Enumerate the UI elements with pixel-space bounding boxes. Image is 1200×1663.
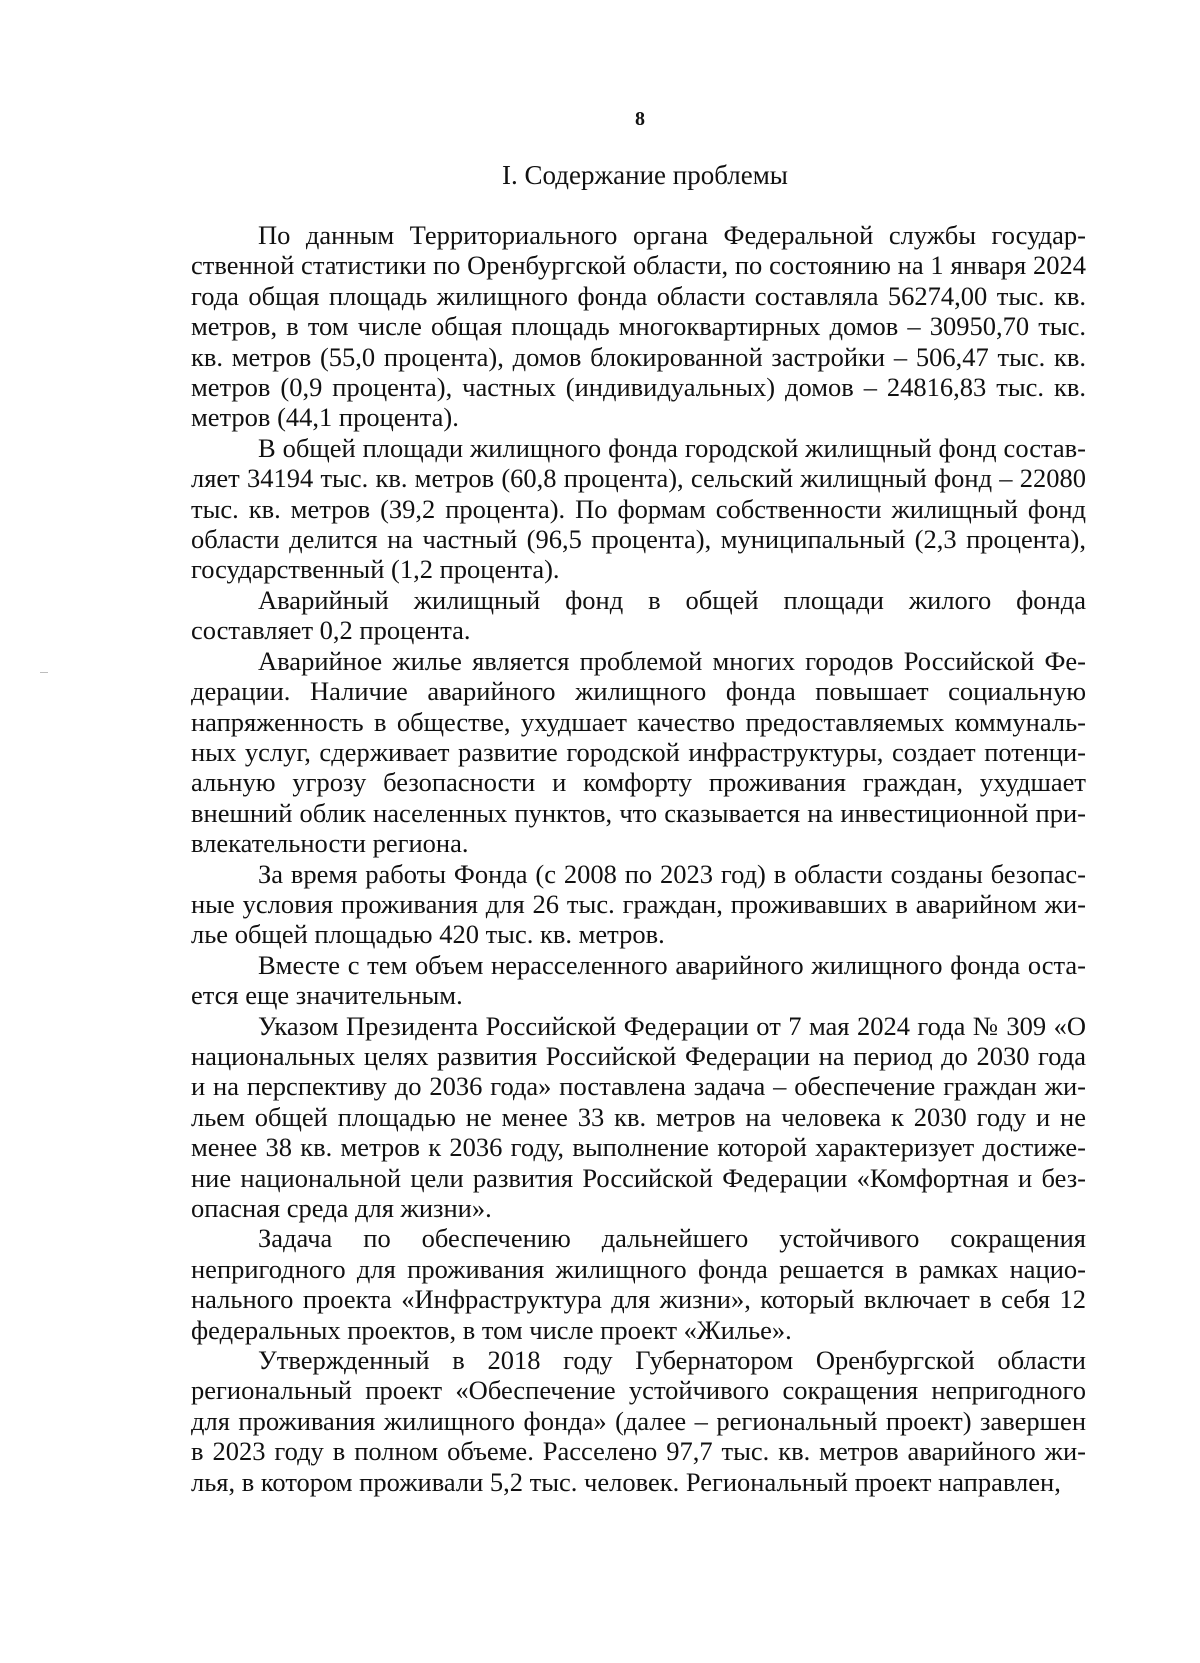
document-body [191, 220, 1086, 1497]
scan-margin-mark [40, 672, 48, 673]
paragraph-regional-project: Утвержденный в 2018 году Губернатором Оренбургской области региональный проект «Обеспечение устойчивого сокращения непригодного для проживания жилищного фонда» (далее – региональный проект) завершен в 2023 году в полном объеме. Расселено 97,7 тыс. кв. метров аварийного жилья, в котором проживали 5,2 тыс. человек. Региональный проект направлен, [191, 1345, 1086, 1497]
section-title: I. Содержание проблемы [502, 160, 788, 190]
page-number: 8 [635, 108, 645, 130]
paragraph-presidential-decree: Указом Президента Российской Федерации от 7 мая 2024 года № 309 «О национальных целях развития Российской Федерации на период до 2030 года и на перспективу до 2036 года» поставлена задача – обеспечение граждан жильем общей площадью не менее 33 кв. метров на человека к 2030 году и не менее 38 кв. метров к 2036 году, выполнение которой характеризует достижение национальной цели развития Российской Федерации «Комфортная и безопасная среда для жизни». [191, 1010, 1086, 1223]
paragraph-urban-rural-ownership: В общей площади жилищного фонда городской жилищный фонд составляет 34194 тыс. кв. метров (60,8 процента), сельский жилищный фонд – 22080 тыс. кв. метров (39,2 процента). По формам собственности жилищный фонд области делится на частный (96,5 процента), муниципальный (2,3 процента), государственный (1,2 процента). [191, 432, 1086, 585]
paragraph-remaining-volume: Вместе с тем объем нерасселенного аварийного жилищного фонда остается еще значительным. [191, 949, 1086, 1011]
paragraph-national-project: Задача по обеспечению дальнейшего устойчивого сокращения непригодного для проживания жилищного фонда решается в рамках национального проекта «Инфраструктура для жизни», который включает в себя 12 федеральных проектов, в том числе проект «Жилье». [191, 1223, 1086, 1345]
paragraph-emergency-share: Аварийный жилищный фонд в общей площади жилого фонда составляет 0,2 процента. [191, 584, 1086, 646]
paragraph-housing-stock-area: По данным Территориального органа Федеральной службы государственной статистики по Оренбургской области, по состоянию на 1 января 2024 года общая площадь жилищного фонда области составляла 56274,00 тыс. кв. метров, в том числе общая площадь многоквартирных домов – 30950,70 тыс. кв. метров (55,0 процента), домов блокированной застройки – 506,47 тыс. кв. метров (0,9 процента), частных (индивидуальных) домов – 24816,83 тыс. кв. метров (44,1 процента). [191, 220, 1086, 433]
paragraph-emergency-problem: Аварийное жилье является проблемой многих городов Российской Федерации. Наличие аварийного жилищного фонда повышает социальную напряженность в обществе, ухудшает качество предоставляемых коммунальных услуг, сдерживает развитие городской инфраструктуры, создает потенциальную угрозу безопасности и комфорту проживания граждан, ухудшает внешний облик населенных пунктов, что сказывается на инвестиционной привлекательности региона. [191, 645, 1086, 859]
paragraph-fund-results: За время работы Фонда (с 2008 по 2023 год) в области созданы безопасные условия проживания для 26 тыс. граждан, проживавших в аварийном жилье общей площадью 420 тыс. кв. метров. [191, 858, 1086, 950]
